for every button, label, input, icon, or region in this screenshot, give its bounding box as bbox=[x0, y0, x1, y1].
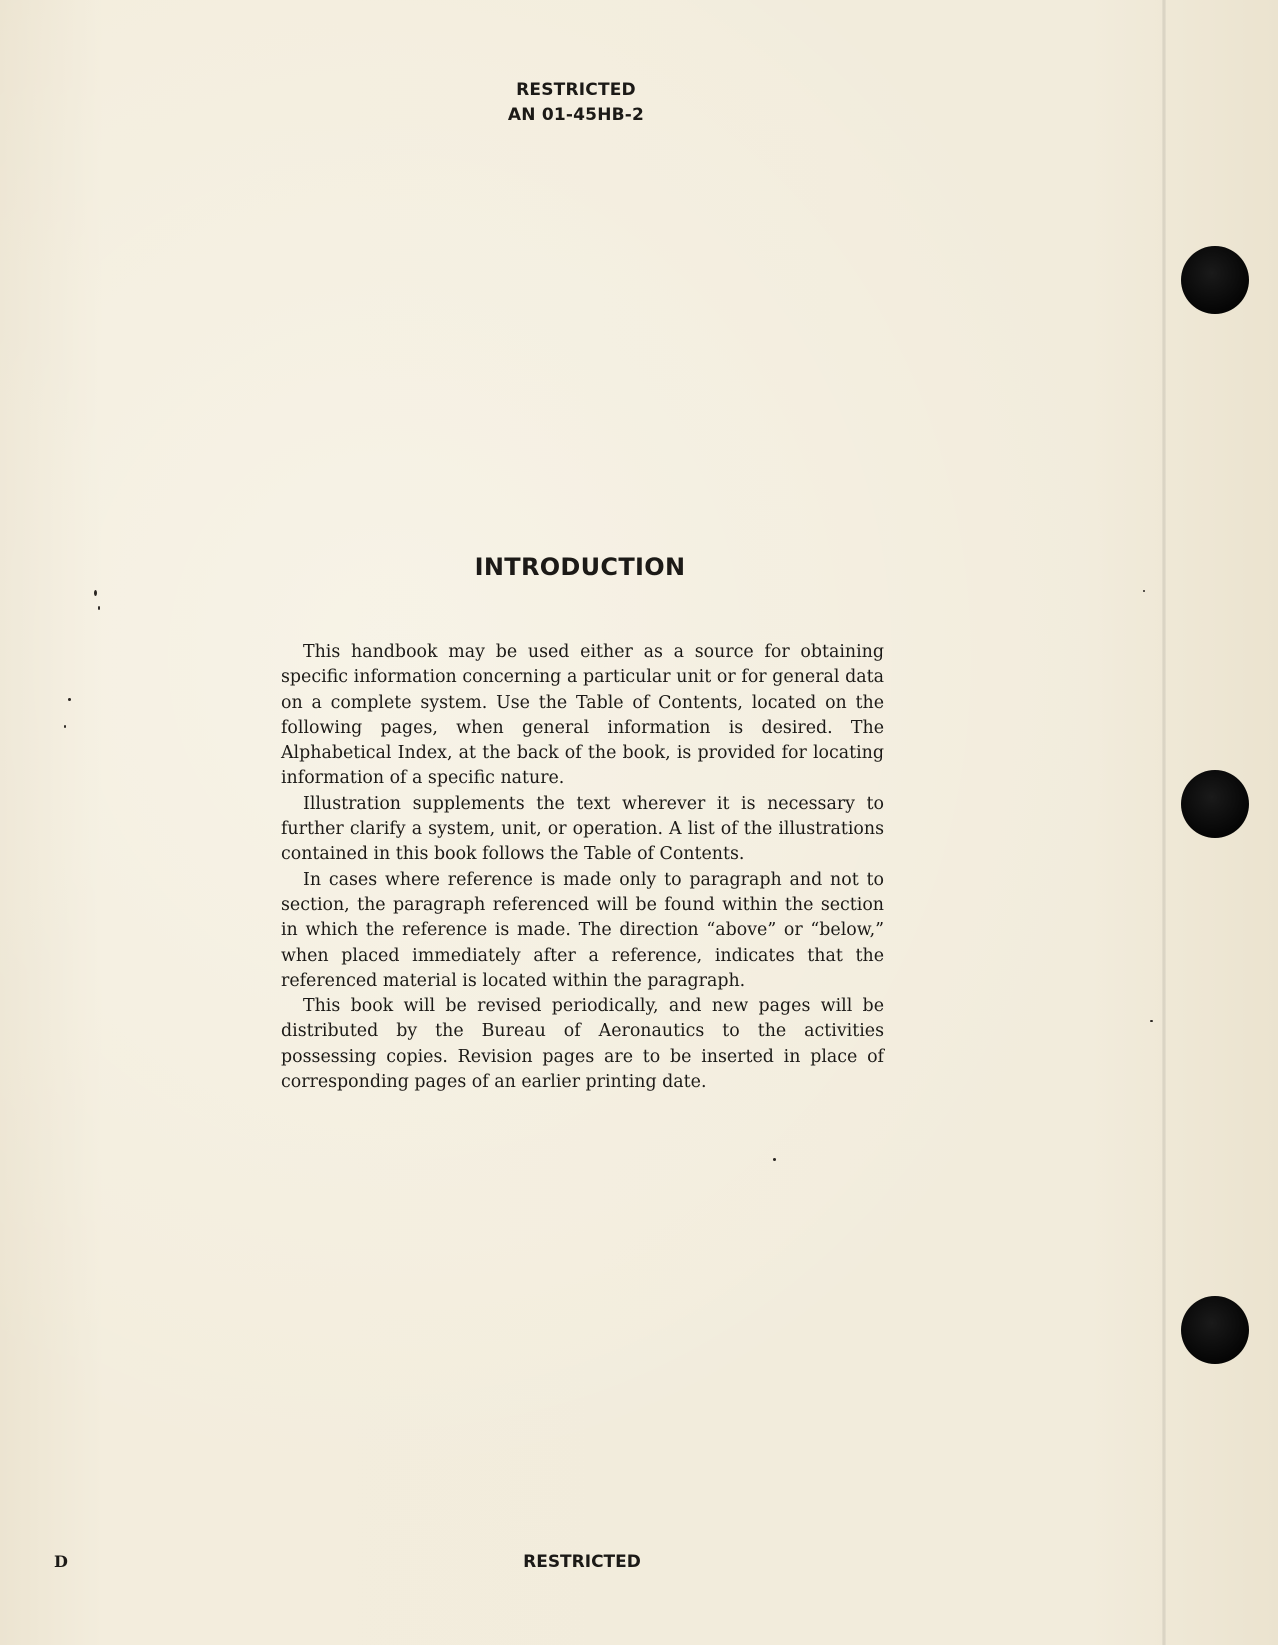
document-number: AN 01-45HB-2 bbox=[507, 105, 645, 125]
paper-speck bbox=[64, 725, 66, 728]
paragraph: This book will be revised periodically, and new pages will be distributed by the Bureau of Aeronautics to the activities possessing copies. Revision pages are to be inserted in place of corresponding pages of an earlier printing date. bbox=[281, 996, 884, 1093]
classification-header: RESTRICTED bbox=[516, 80, 636, 100]
introduction-body bbox=[281, 640, 884, 1095]
paper-speck bbox=[1150, 1020, 1153, 1022]
paragraph: In cases where reference is made only to paragraph and not to section, the paragraph referenced will be found within the section in which the reference is made. The direction “above” or “below,” when placed immediately after a reference, indicates that the referenced material is located within the paragraph. bbox=[281, 869, 884, 991]
binder-hole-middle bbox=[1181, 770, 1249, 838]
paper-speck bbox=[98, 606, 100, 610]
paper-speck bbox=[94, 590, 97, 596]
paper-speck bbox=[1143, 590, 1145, 592]
page-header bbox=[476, 78, 676, 128]
paper-speck bbox=[773, 1158, 776, 1161]
paper-speck bbox=[68, 698, 71, 701]
page-letter: D bbox=[54, 1552, 68, 1571]
page-title: INTRODUCTION bbox=[474, 553, 686, 581]
paragraph: Illustration supplements the text wherever it is necessary to further clarify a system, unit, or operation. A list of the illustrations contained in this book follows the Table of Contents. bbox=[281, 793, 884, 865]
paragraph: This handbook may be used either as a source for obtaining specific information concerning a particular unit or for general data on a complete system. Use the Table of Contents, located on the following pages, when general information is desired. The Alphabetical Index, at the back of the book, is provided for locating information of a specific nature. bbox=[281, 642, 884, 789]
binder-hole-top bbox=[1181, 246, 1249, 314]
classification-footer: RESTRICTED bbox=[523, 1552, 641, 1572]
page-edge-shadow bbox=[1162, 0, 1166, 1645]
binder-hole-bottom bbox=[1181, 1296, 1249, 1364]
